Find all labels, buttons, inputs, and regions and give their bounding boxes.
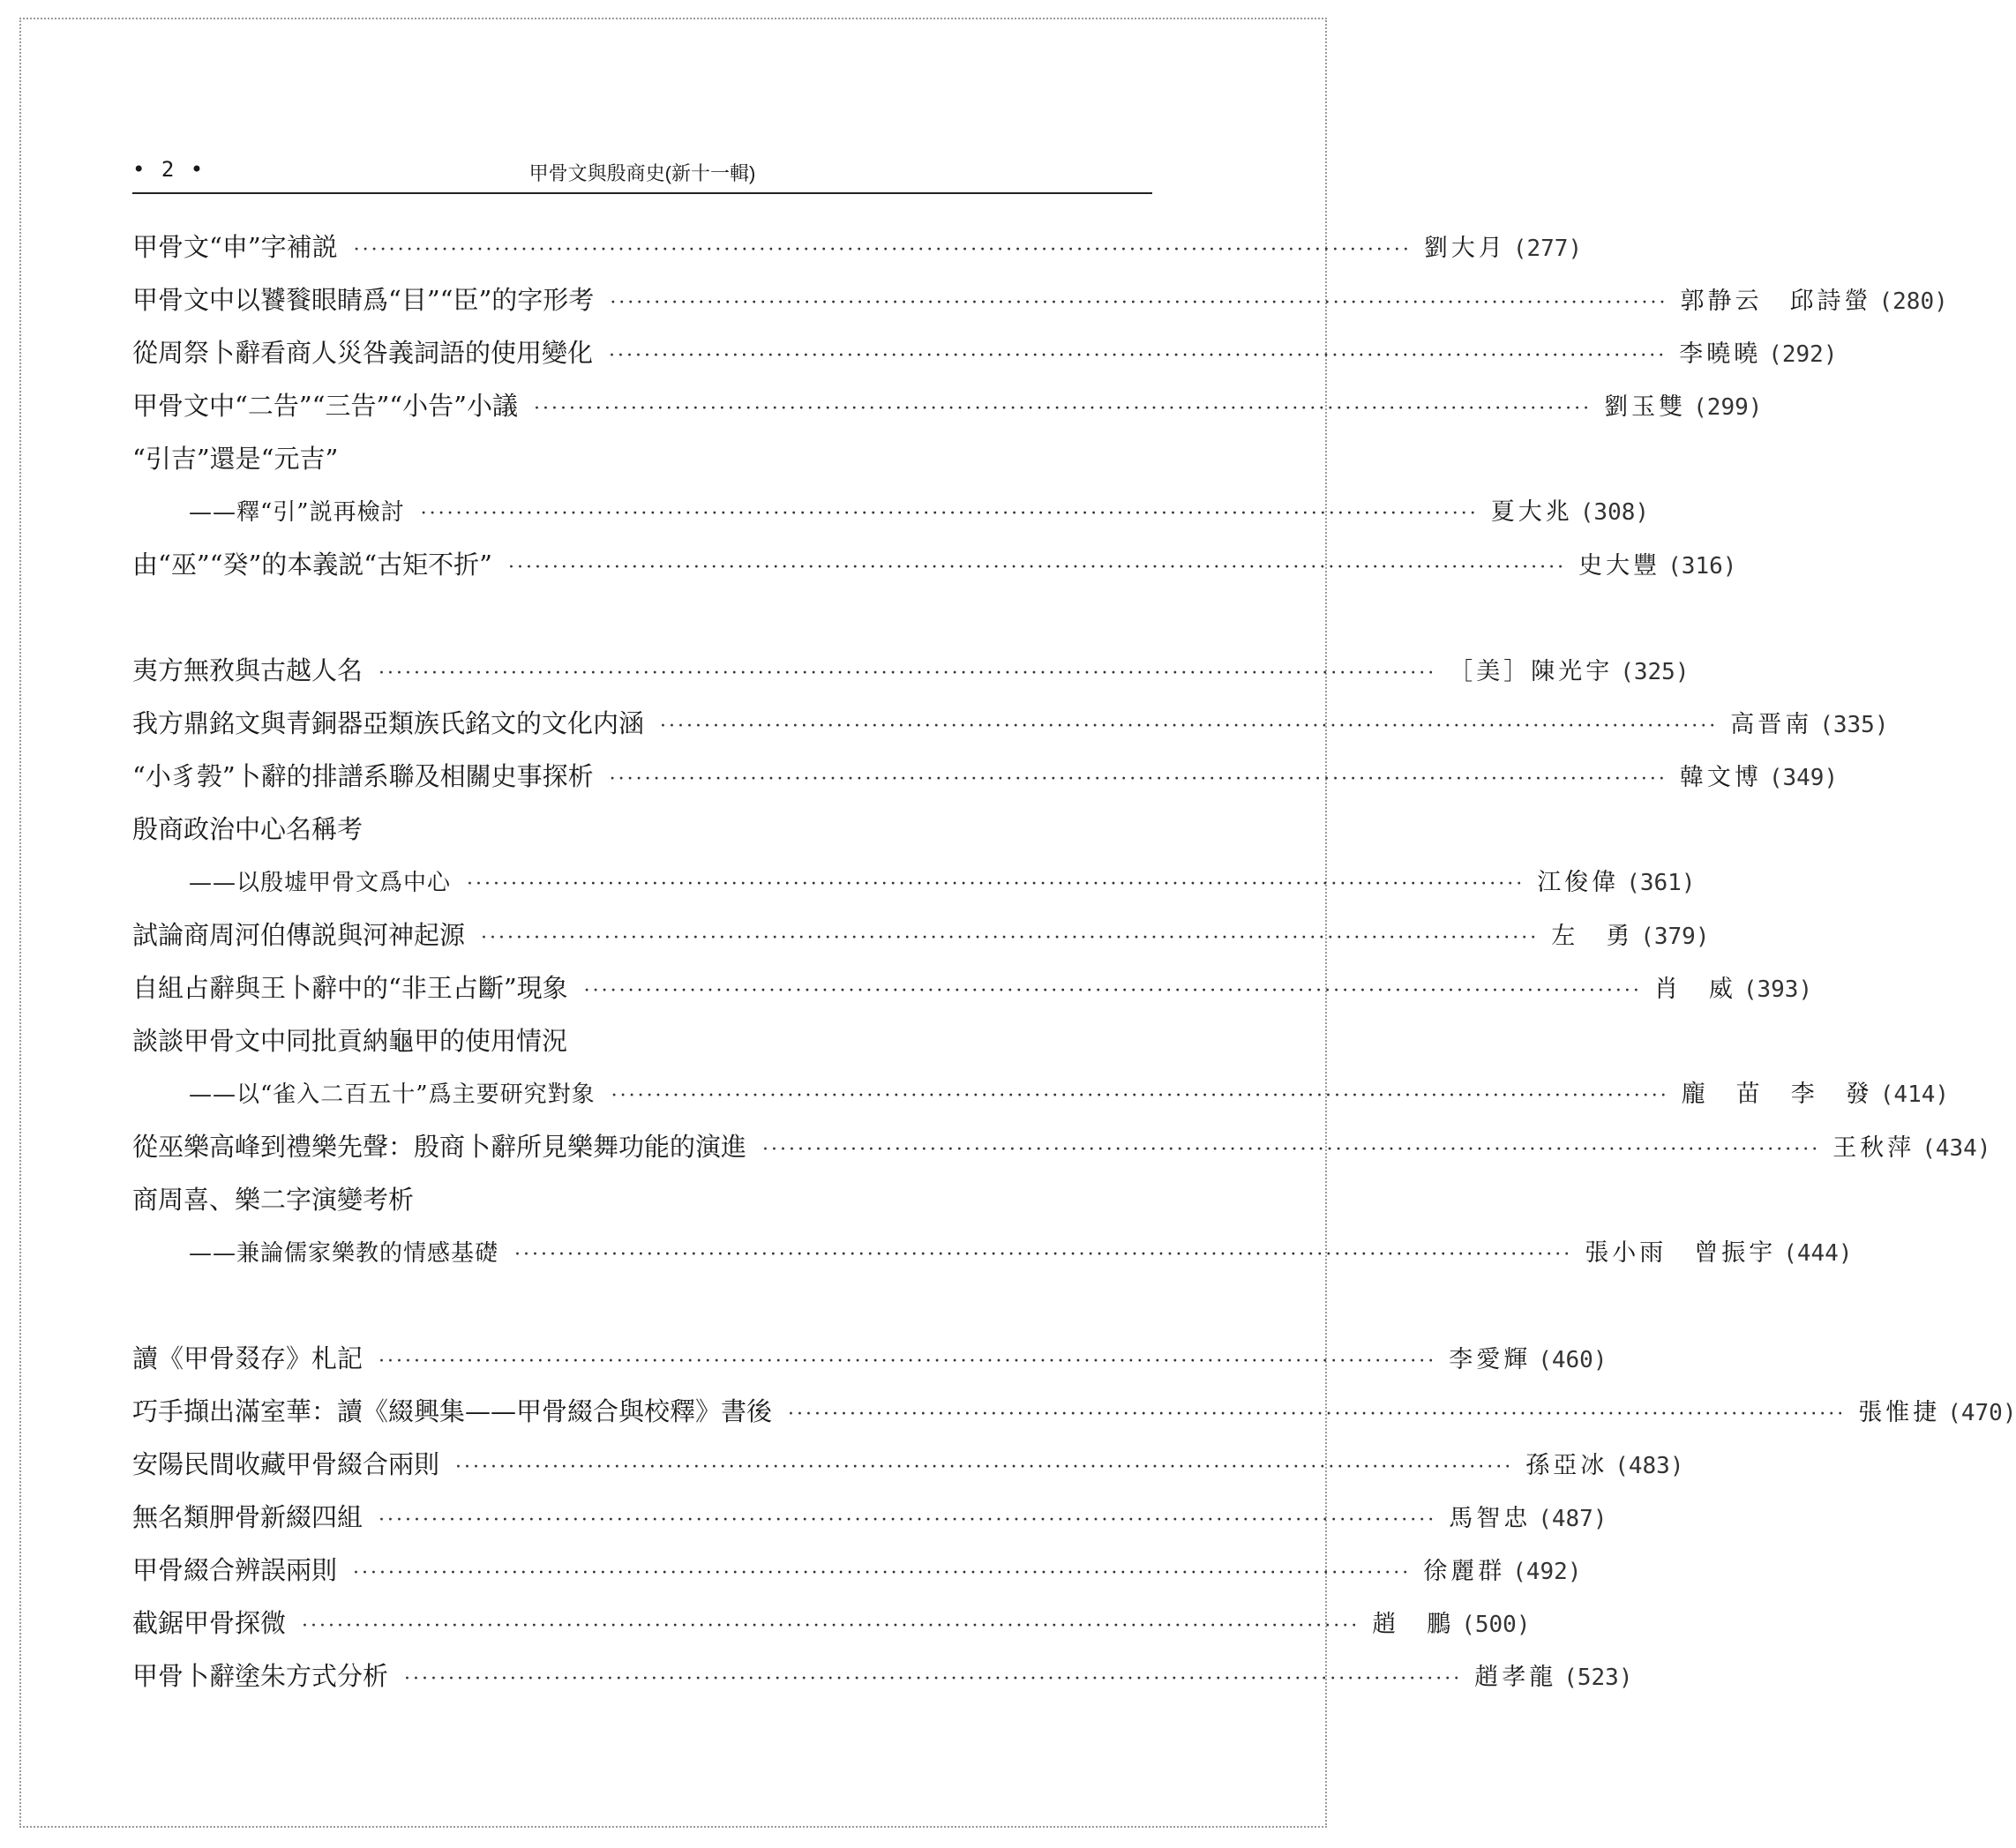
toc-entry[interactable]	[132, 1339, 1608, 1392]
toc-entry[interactable]	[132, 1657, 1633, 1710]
entry-author: 李曉曉	[1679, 340, 1762, 368]
entry-title: 無名類胛骨新綴四組	[132, 1502, 363, 1532]
entry-page-number: (316)	[1668, 553, 1737, 580]
dot-leader: ························································································································	[353, 239, 1412, 261]
entry-title: 由“巫”“癸”的本義説“古矩不折”	[132, 550, 492, 580]
entry-author: 張惟捷	[1858, 1399, 1941, 1426]
dot-leader: ························································································································	[378, 662, 1437, 685]
dot-leader: ························································································································	[660, 715, 1719, 737]
entry-author: 張小雨 曾振宇	[1585, 1239, 1777, 1267]
entry-page-number: (280)	[1878, 288, 1948, 315]
entry-title: 殷商政治中心名稱考	[132, 814, 363, 844]
dot-leader: ························································································································	[353, 1562, 1412, 1584]
dot-leader: ························································································································	[514, 1244, 1573, 1266]
toc-subtitle-row[interactable]	[132, 863, 1696, 916]
entry-title: 自組占辭與王卜辭中的“非王占斷”現象	[132, 973, 568, 1003]
entry-author: 王秋萍	[1832, 1134, 1915, 1162]
entry-author: 劉大月	[1423, 235, 1506, 262]
toc-entry[interactable]	[132, 969, 1813, 1021]
toc-entry[interactable]	[132, 281, 1948, 333]
entry-author: 郭静云 邱詩螢	[1680, 288, 1872, 315]
entry-author: 李愛輝	[1449, 1346, 1532, 1373]
entry-title: 試論商周河伯傳説與河神起源	[132, 920, 466, 950]
toc-entry[interactable]	[132, 651, 1690, 704]
entry-author: 劉玉雙	[1604, 393, 1687, 421]
toc-subtitle-row[interactable]	[132, 1233, 1853, 1286]
entry-title: 甲骨卜辭塗朱方式分析	[132, 1661, 389, 1691]
entry-page-number: (470)	[1947, 1400, 2016, 1426]
dot-leader: ························································································································	[610, 292, 1668, 314]
toc-entry[interactable]	[132, 1498, 1608, 1551]
toc-entry[interactable]	[132, 386, 1763, 439]
entry-page-number: (292)	[1768, 341, 1838, 368]
dot-leader: ························································································································	[762, 1139, 1821, 1161]
toc-entry[interactable]	[132, 1021, 1152, 1074]
dot-leader: ························································································································	[533, 398, 1593, 420]
entry-title: “小豸㝅”卜辭的排譜系聯及相關史事探析	[132, 761, 594, 791]
entry-title: 巧手擷出滿室華：讀《綴興集——甲骨綴合與校釋》書後	[132, 1396, 773, 1426]
table-of-contents	[132, 228, 2016, 1710]
entry-title: 從周祭卜辭看商人災咎義詞語的使用變化	[132, 338, 594, 368]
entry-title: 夷方無敄與古越人名	[132, 655, 363, 685]
toc-entry[interactable]	[132, 704, 1889, 757]
entry-subtitle: ——釋“引”説再檢討	[189, 499, 405, 526]
toc-entry[interactable]	[132, 916, 1710, 969]
entry-title: 從巫樂高峰到禮樂先聲：殷商卜辭所見樂舞功能的演進	[132, 1132, 747, 1162]
entry-title: 截鋸甲骨探微	[132, 1608, 287, 1638]
entry-title: 甲骨文中“二告”“三告”“小告”小議	[132, 391, 518, 421]
dot-leader: ························································································································	[404, 1668, 1463, 1690]
entry-page-number: (523)	[1563, 1665, 1633, 1691]
toc-entry[interactable]	[132, 333, 1838, 386]
entry-author: 徐麗群	[1423, 1558, 1506, 1585]
entry-author: 江俊偉	[1537, 869, 1620, 896]
entry-title: 甲骨綴合辨誤兩則	[132, 1555, 338, 1585]
entry-author: 史大豐	[1578, 552, 1661, 580]
entry-page-number: (414)	[1879, 1081, 1950, 1108]
entry-page-number: (335)	[1819, 712, 1889, 738]
toc-subtitle-row[interactable]	[132, 1074, 1950, 1127]
dot-leader: ························································································································	[455, 1456, 1514, 1478]
entry-page-number: (434)	[1922, 1135, 1991, 1162]
entry-author: 夏大兆	[1490, 498, 1573, 526]
entry-page-number: (492)	[1512, 1559, 1582, 1585]
entry-title: 讀《甲骨叕存》札記	[132, 1343, 363, 1373]
toc-entry[interactable]	[132, 1127, 1991, 1180]
toc-entry[interactable]	[132, 757, 1839, 810]
toc-entry[interactable]	[132, 545, 1737, 598]
entry-page-number: (379)	[1640, 924, 1710, 950]
entry-page-number: (460)	[1538, 1347, 1608, 1373]
entry-page-number: (500)	[1461, 1612, 1531, 1638]
entry-title: 我方鼎銘文與青銅器亞類族氏銘文的文化内涵	[132, 708, 645, 738]
entry-title: 安陽民間收藏甲骨綴合兩則	[132, 1449, 440, 1479]
entry-subtitle: ——以殷墟甲骨文爲中心	[189, 870, 452, 896]
entry-title: 商周喜、樂二字演變考析	[132, 1185, 415, 1215]
toc-entry[interactable]	[132, 1392, 2016, 1445]
toc-entry[interactable]	[132, 1551, 1582, 1604]
dot-leader: ························································································································	[302, 1615, 1360, 1637]
entry-page-number: (487)	[1538, 1506, 1608, 1532]
entry-title: 談談甲骨文中同批貢納龜甲的使用情況	[132, 1026, 568, 1056]
dot-leader: ························································································································	[420, 503, 1479, 525]
entry-page-number: (361)	[1626, 870, 1696, 896]
dot-leader: ························································································································	[788, 1403, 1847, 1425]
entry-author: 龐 苗 李 發	[1681, 1081, 1873, 1108]
toc-entry[interactable]	[132, 1604, 1531, 1657]
entry-page-number: (325)	[1620, 659, 1690, 685]
toc-entry[interactable]	[132, 1445, 1684, 1498]
book-title: 甲骨文與殷商史(新十一輯)	[528, 162, 756, 184]
entry-author: 趙 鵬	[1372, 1611, 1455, 1638]
dot-leader: ························································································································	[378, 1350, 1437, 1373]
entry-title: “引吉”還是“元吉”	[132, 444, 339, 474]
entry-author: 韓文博	[1679, 764, 1762, 791]
entry-subtitle: ——兼論儒家樂教的情感基礎	[189, 1240, 499, 1267]
entry-page-number: (299)	[1693, 394, 1763, 421]
dot-leader: ························································································································	[481, 927, 1540, 949]
entry-page-number: (349)	[1768, 765, 1839, 791]
entry-title: 甲骨文“申”字補説	[132, 232, 338, 262]
entry-author: 肖 威	[1653, 976, 1736, 1003]
dot-leader: ························································································································	[609, 345, 1668, 367]
entry-page-number: (277)	[1512, 236, 1583, 262]
toc-entry[interactable]	[132, 1180, 1152, 1233]
toc-entry[interactable]	[132, 810, 1152, 863]
running-header	[132, 157, 1152, 194]
dot-leader: ························································································································	[611, 1085, 1669, 1107]
entry-author: 高晋南	[1730, 711, 1813, 738]
dot-leader: ························································································································	[378, 1509, 1437, 1531]
toc-entry[interactable]	[132, 228, 1583, 281]
entry-author: 左 勇	[1551, 923, 1634, 950]
entry-page-number: (308)	[1579, 499, 1650, 526]
entry-page-number: (444)	[1783, 1240, 1853, 1267]
dot-leader: ························································································································	[583, 980, 1642, 1002]
dot-leader: ························································································································	[467, 873, 1525, 895]
entry-title: 甲骨文中以饕餮眼睛爲“目”“臣”的字形考	[132, 285, 595, 315]
entry-page-number: (483)	[1615, 1453, 1684, 1479]
dot-leader: ························································································································	[609, 768, 1668, 790]
entry-page-number: (393)	[1742, 976, 1813, 1003]
toc-subtitle-row[interactable]	[132, 492, 1650, 545]
entry-subtitle: ——以“雀入二百五十”爲主要研究對象	[189, 1081, 596, 1108]
entry-author: 趙孝龍	[1474, 1664, 1557, 1691]
page-number: • 2 •	[132, 157, 206, 182]
dot-leader: ························································································································	[507, 557, 1567, 579]
toc-entry[interactable]	[132, 439, 1152, 492]
entry-author: 孫亞冰	[1525, 1452, 1608, 1479]
entry-author: 馬智忠	[1449, 1505, 1532, 1532]
entry-author: ［美］陳光宇	[1449, 658, 1614, 685]
